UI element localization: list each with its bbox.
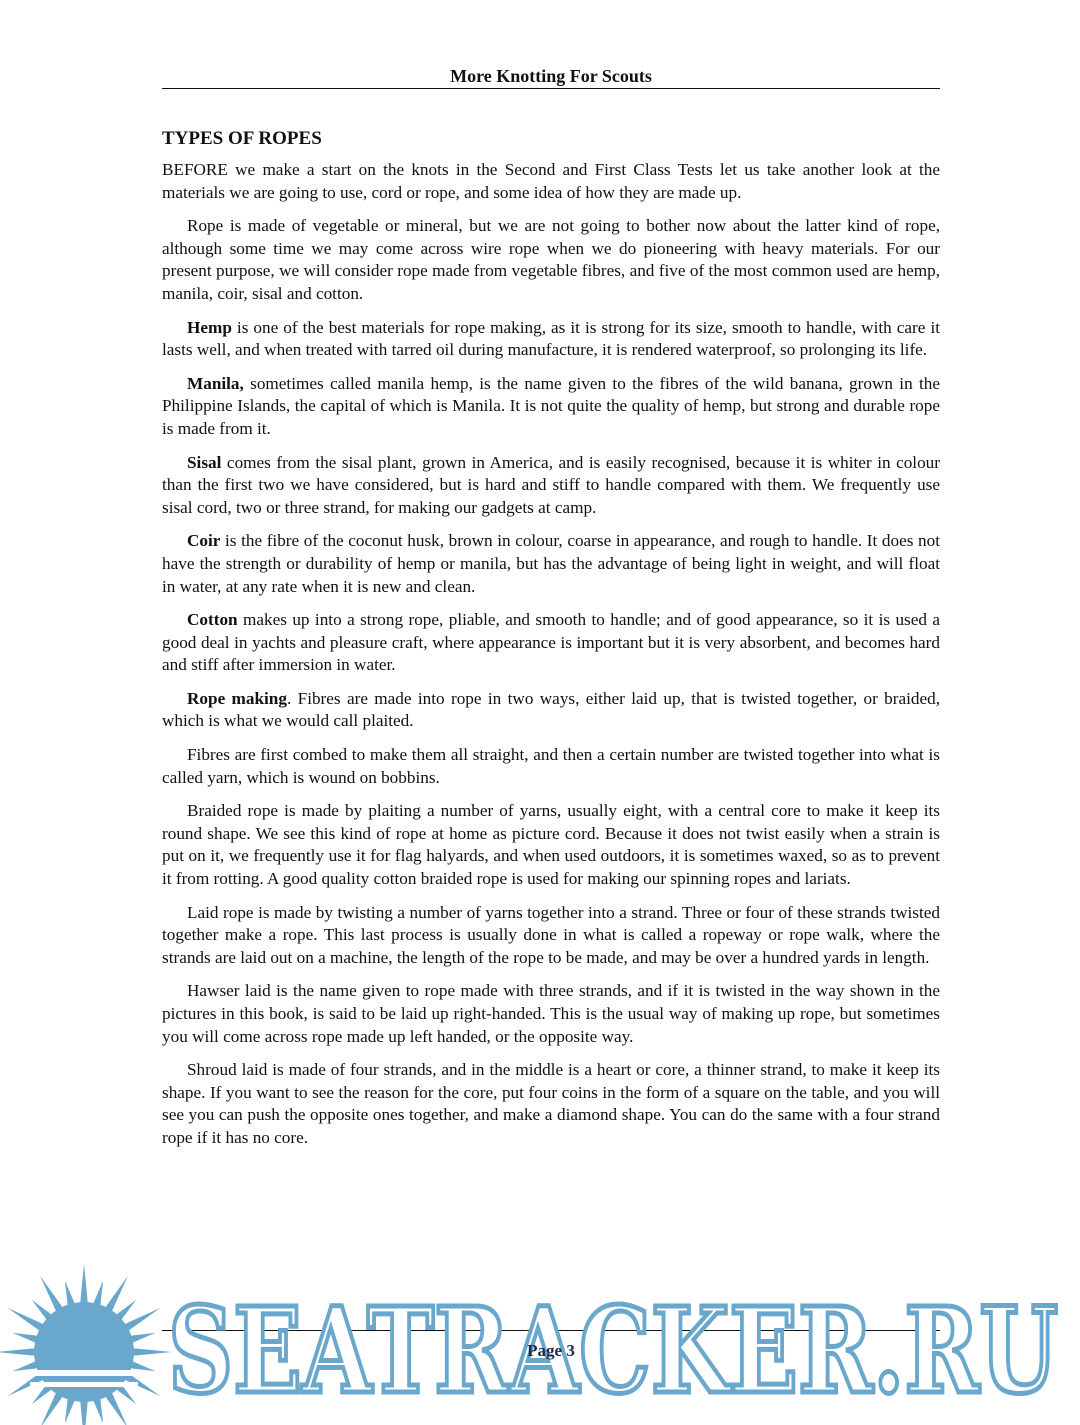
sun-logo-icon xyxy=(0,1264,172,1425)
paragraph-braided-rope: Braided rope is made by plaiting a number of yarns, usually eight, with a central core to make it keep its round shape. We see this kind of rope at home as picture cord. Because it does not twist easily when a strain is put on it, we frequently use it for flag halyards, and when used outdoors, it is sometimes waxed, so as to prevent it from rotting. A good quality cotton braided rope is used for making our spinning ropes and lariats. xyxy=(162,801,940,889)
paragraph-text: . Fibres are made into rope in two ways, either laid up, that is twisted together, or braided, which is what we would call plaited. xyxy=(162,688,941,731)
paragraph-laid-rope: Laid rope is made by twisting a number of yarns together into a strand. Three or four of these strands twisted together make a rope. This last process is usually done in what is called a ropeway or rope walk, where the strands are laid out on a machine, the length of the rope to be made, and may be over a hundred yards in length. xyxy=(162,902,940,967)
paragraph-text: sometimes called manila hemp, is the name given to the fibres of the wild banana, grown in the Philippine Islands, the capital of which is Manila. It is not quite the quality of hemp, but strong and durable rope is made from it. xyxy=(162,373,940,438)
header-rule xyxy=(162,88,940,89)
page-body xyxy=(162,128,940,1161)
paragraph-shroud-laid: Shroud laid is made of four strands, and in the middle is a heart or core, a thinner strand, to make it keep its shape. If you want to see the reason for the core, put four coins in the form of a square on the table, and you will see you can push the opposite ones together, and make a diamond shape. You can do the same with a four strand rope if it has no core. xyxy=(162,1060,940,1147)
paragraph-text: is one of the best materials for rope making, as it is strong for its size, smooth to handle, with care it lasts well, and when treated with tarred oil during manufacture, it is rendered waterproof, so prolonging its life. xyxy=(162,317,940,360)
paragraph-hemp xyxy=(162,317,940,362)
term-rope-making: Rope making xyxy=(187,688,287,708)
paragraph-text: makes up into a strong rope, pliable, and smooth to handle; and of good appearance, so it is used a good deal in yachts and pleasure craft, where appearance is important but it is very absorbent, and becomes hard and stiff after immersion in water. xyxy=(162,610,940,675)
running-header: More Knotting For Scouts xyxy=(450,66,652,86)
term-hemp: Hemp xyxy=(187,317,232,337)
paragraph-rope-making xyxy=(162,688,940,733)
paragraph-cotton xyxy=(162,609,940,677)
watermark-text: SEATRACKER.RU xyxy=(168,1281,1058,1420)
paragraph-hawser-laid: Hawser laid is the name given to rope made with three strands, and if it is twisted in the way shown in the pictures in this book, is said to be laid up right-handed. This is the usual way of making up rope, but sometimes you will come across rope made up left handed, or the opposite way. xyxy=(162,981,940,1046)
paragraph-sisal xyxy=(162,452,940,520)
paragraph-fibres: Fibres are first combed to make them all straight, and then a certain number are twisted together into what is called yarn, which is wound on bobbins. xyxy=(162,745,940,787)
paragraph-text: comes from the sisal plant, grown in America, and is easily recognised, because it is whiter in colour than the first two we have considered, but is hard and stiff to handle compared with them. We frequently use sisal cord, two or three strand, for making our gadgets at camp. xyxy=(162,452,940,517)
term-coir: Coir xyxy=(187,531,221,551)
term-sisal: Sisal xyxy=(187,452,222,472)
term-cotton: Cotton xyxy=(187,610,238,630)
paragraph-intro: BEFORE we make a start on the knots in the Second and First Class Tests let us take another look at the materials we are going to use, cord or rope, and some idea of how they are made up. xyxy=(162,160,940,202)
sun-ray xyxy=(0,1348,38,1356)
paragraph-manila xyxy=(162,373,940,441)
sun-ray xyxy=(80,1264,88,1306)
paragraph-rope-materials: Rope is made of vegetable or mineral, but we are not going to bother now about the latter kind of rope, although some time we may come across wire rope when we do pioneering with heavy materials. For our present purpose, we will consider rope made from vegetable fibres, and five of the most common used are hemp, manila, coir, sisal and cotton. xyxy=(162,216,940,303)
paragraph-text: is the fibre of the coconut husk, brown in colour, coarse in appearance, and rough to handle. It does not have the strength or durability of hemp or manila, but has the advantage of being light in weight, and will float in water, at any rate when it is new and clean. xyxy=(162,531,940,596)
term-manila: Manila, xyxy=(187,373,244,393)
page-number: Page 3 xyxy=(527,1341,575,1360)
section-title: TYPES OF ROPES xyxy=(162,128,322,149)
paragraph-coir xyxy=(162,530,940,598)
